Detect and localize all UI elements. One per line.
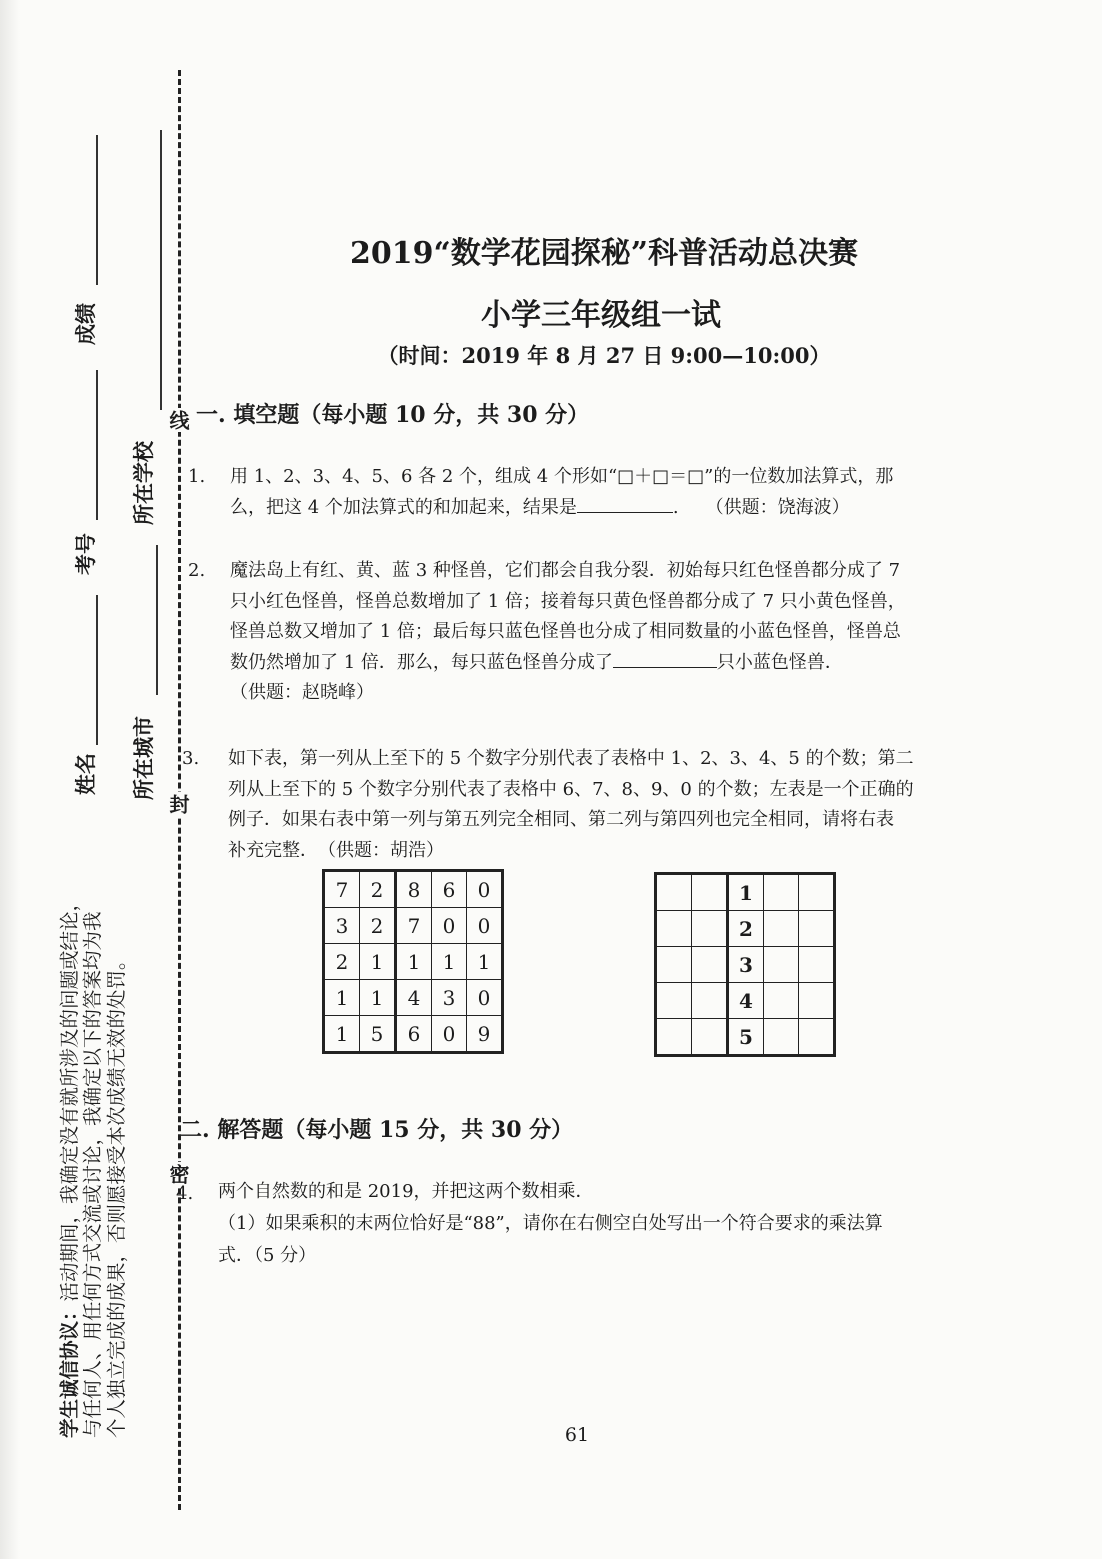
answer-cell[interactable] — [692, 911, 728, 947]
sealing-dashed-line — [178, 70, 181, 1510]
answer-cell[interactable] — [764, 1019, 799, 1056]
answer-cell[interactable] — [799, 947, 835, 983]
table-row: 1 5 6 0 9 — [324, 1016, 503, 1053]
city-label: 所在城市 — [131, 716, 156, 800]
table-row: 2 — [656, 911, 835, 947]
score-label: 成绩 — [73, 303, 98, 345]
answer-cell[interactable] — [799, 983, 835, 1019]
seal-char-seal: 封 — [166, 794, 190, 814]
table-row: 5 — [656, 1019, 835, 1056]
answer-cell[interactable] — [764, 947, 799, 983]
exam-no-label: 考号 — [73, 533, 98, 575]
pledge-line-2: 与任何人、用任何方式交流或讨论，我确定以下的答案均为我 — [81, 911, 105, 1438]
answer-cell[interactable] — [764, 983, 799, 1019]
answer-cell[interactable] — [764, 874, 799, 911]
answer-cell[interactable] — [656, 874, 692, 911]
q3-number: 3. — [182, 748, 200, 769]
q4-number: 4. — [176, 1183, 194, 1204]
answer-cell[interactable] — [656, 911, 692, 947]
q4-text: 两个自然数的和是 2019，并把这两个数相乘． （1）如果乘积的末两位恰好是“88”，请你在右侧空白处写出一个符合要求的乘法算 式．（5 分） — [218, 1181, 883, 1266]
name-field[interactable] — [96, 595, 98, 745]
seal-char-close: 密 — [166, 1164, 190, 1184]
name-label: 姓名 — [73, 753, 98, 795]
pledge-line-3: 个人独立完成的成果，否则愿接受本次成绩无效的处罚。 — [104, 950, 128, 1438]
answer-cell[interactable] — [692, 1019, 728, 1056]
section-1-title: 一. 填空题（每小题 10 分，共 30 分） — [196, 402, 590, 428]
table-row: 1 — [656, 874, 835, 911]
q2-text: 魔法岛上有红、黄、蓝 3 种怪兽，它们都会自我分裂．初始每只红色怪兽都分成了 7 只小红色怪兽，怪兽总数增加了 1 倍；接着每只黄色怪兽都分成了 7 只小黄色怪兽， 怪兽总数又增加了 1 倍；最后每只蓝色怪兽也分成了相同数量的小蓝色怪兽，怪兽总 数仍然增加了 1 倍．那么，每只蓝色怪兽分成了 只小蓝色怪兽． （供题：赵晓峰） — [230, 560, 906, 703]
table-row: 2 1 1 1 1 — [324, 944, 503, 980]
q1-number: 1. — [188, 466, 206, 487]
exam-time: （时间：2019 年 8 月 27 日 9:00—10:00） — [377, 343, 831, 368]
table-row: 1 1 4 3 0 — [324, 980, 503, 1016]
answer-cell[interactable] — [692, 983, 728, 1019]
pledge-line-1: 学生诚信协议：活动期间，我确定没有就所涉及的问题或结论， — [58, 891, 81, 1438]
exam-subtitle: 小学三年级组一试 — [481, 298, 721, 333]
answer-cell[interactable] — [656, 947, 692, 983]
answer-cell[interactable] — [692, 874, 728, 911]
answer-cell[interactable] — [656, 983, 692, 1019]
city-field[interactable] — [156, 545, 158, 695]
exam-no-field[interactable] — [96, 370, 98, 520]
q2-number: 2. — [188, 560, 206, 581]
exam-title: 2019“数学花园探秘”科普活动总决赛 — [349, 236, 858, 271]
q3-text: 如下表，第一列从上至下的 5 个数字分别代表了表格中 1、2、3、4、5 的个数；第二 列从上至下的 5 个数字分别代表了表格中 6、7、8、9、0 的个数；左表是一个正确的 例子．如果右表中第一列与第五列完全相同、第二列与第四列也完全相同，请将右表 补充完整． （供题：胡浩） — [228, 748, 914, 861]
answer-cell[interactable] — [692, 947, 728, 983]
table-row: 4 — [656, 983, 835, 1019]
school-label: 所在学校 — [131, 441, 156, 525]
q3-left-table — [322, 869, 504, 1054]
section-2-title: 二. 解答题（每小题 15 分，共 30 分） — [180, 1117, 574, 1143]
answer-cell[interactable] — [799, 1019, 835, 1056]
page-number: 61 — [564, 1424, 590, 1446]
pledge-title: 学生诚信协议： — [58, 1301, 81, 1438]
answer-cell[interactable] — [656, 1019, 692, 1056]
q1-answer-blank[interactable] — [577, 494, 673, 513]
q2-answer-blank[interactable] — [613, 649, 717, 668]
table-row: 3 2 7 0 0 — [324, 908, 503, 944]
q3-right-table — [654, 872, 836, 1057]
table-row: 3 — [656, 947, 835, 983]
answer-cell[interactable] — [764, 911, 799, 947]
seal-char-line: 线 — [166, 410, 190, 430]
q1-text: 用 1、2、3、4、5、6 各 2 个，组成 4 个形如“□＋□＝□”的一位数加法算式，那 么，把这 4 个加法算式的和加起来，结果是 . （供题：饶海波） — [230, 466, 894, 518]
table-row: 7 2 8 6 0 — [324, 871, 503, 908]
answer-cell[interactable] — [799, 911, 835, 947]
answer-cell[interactable] — [799, 874, 835, 911]
